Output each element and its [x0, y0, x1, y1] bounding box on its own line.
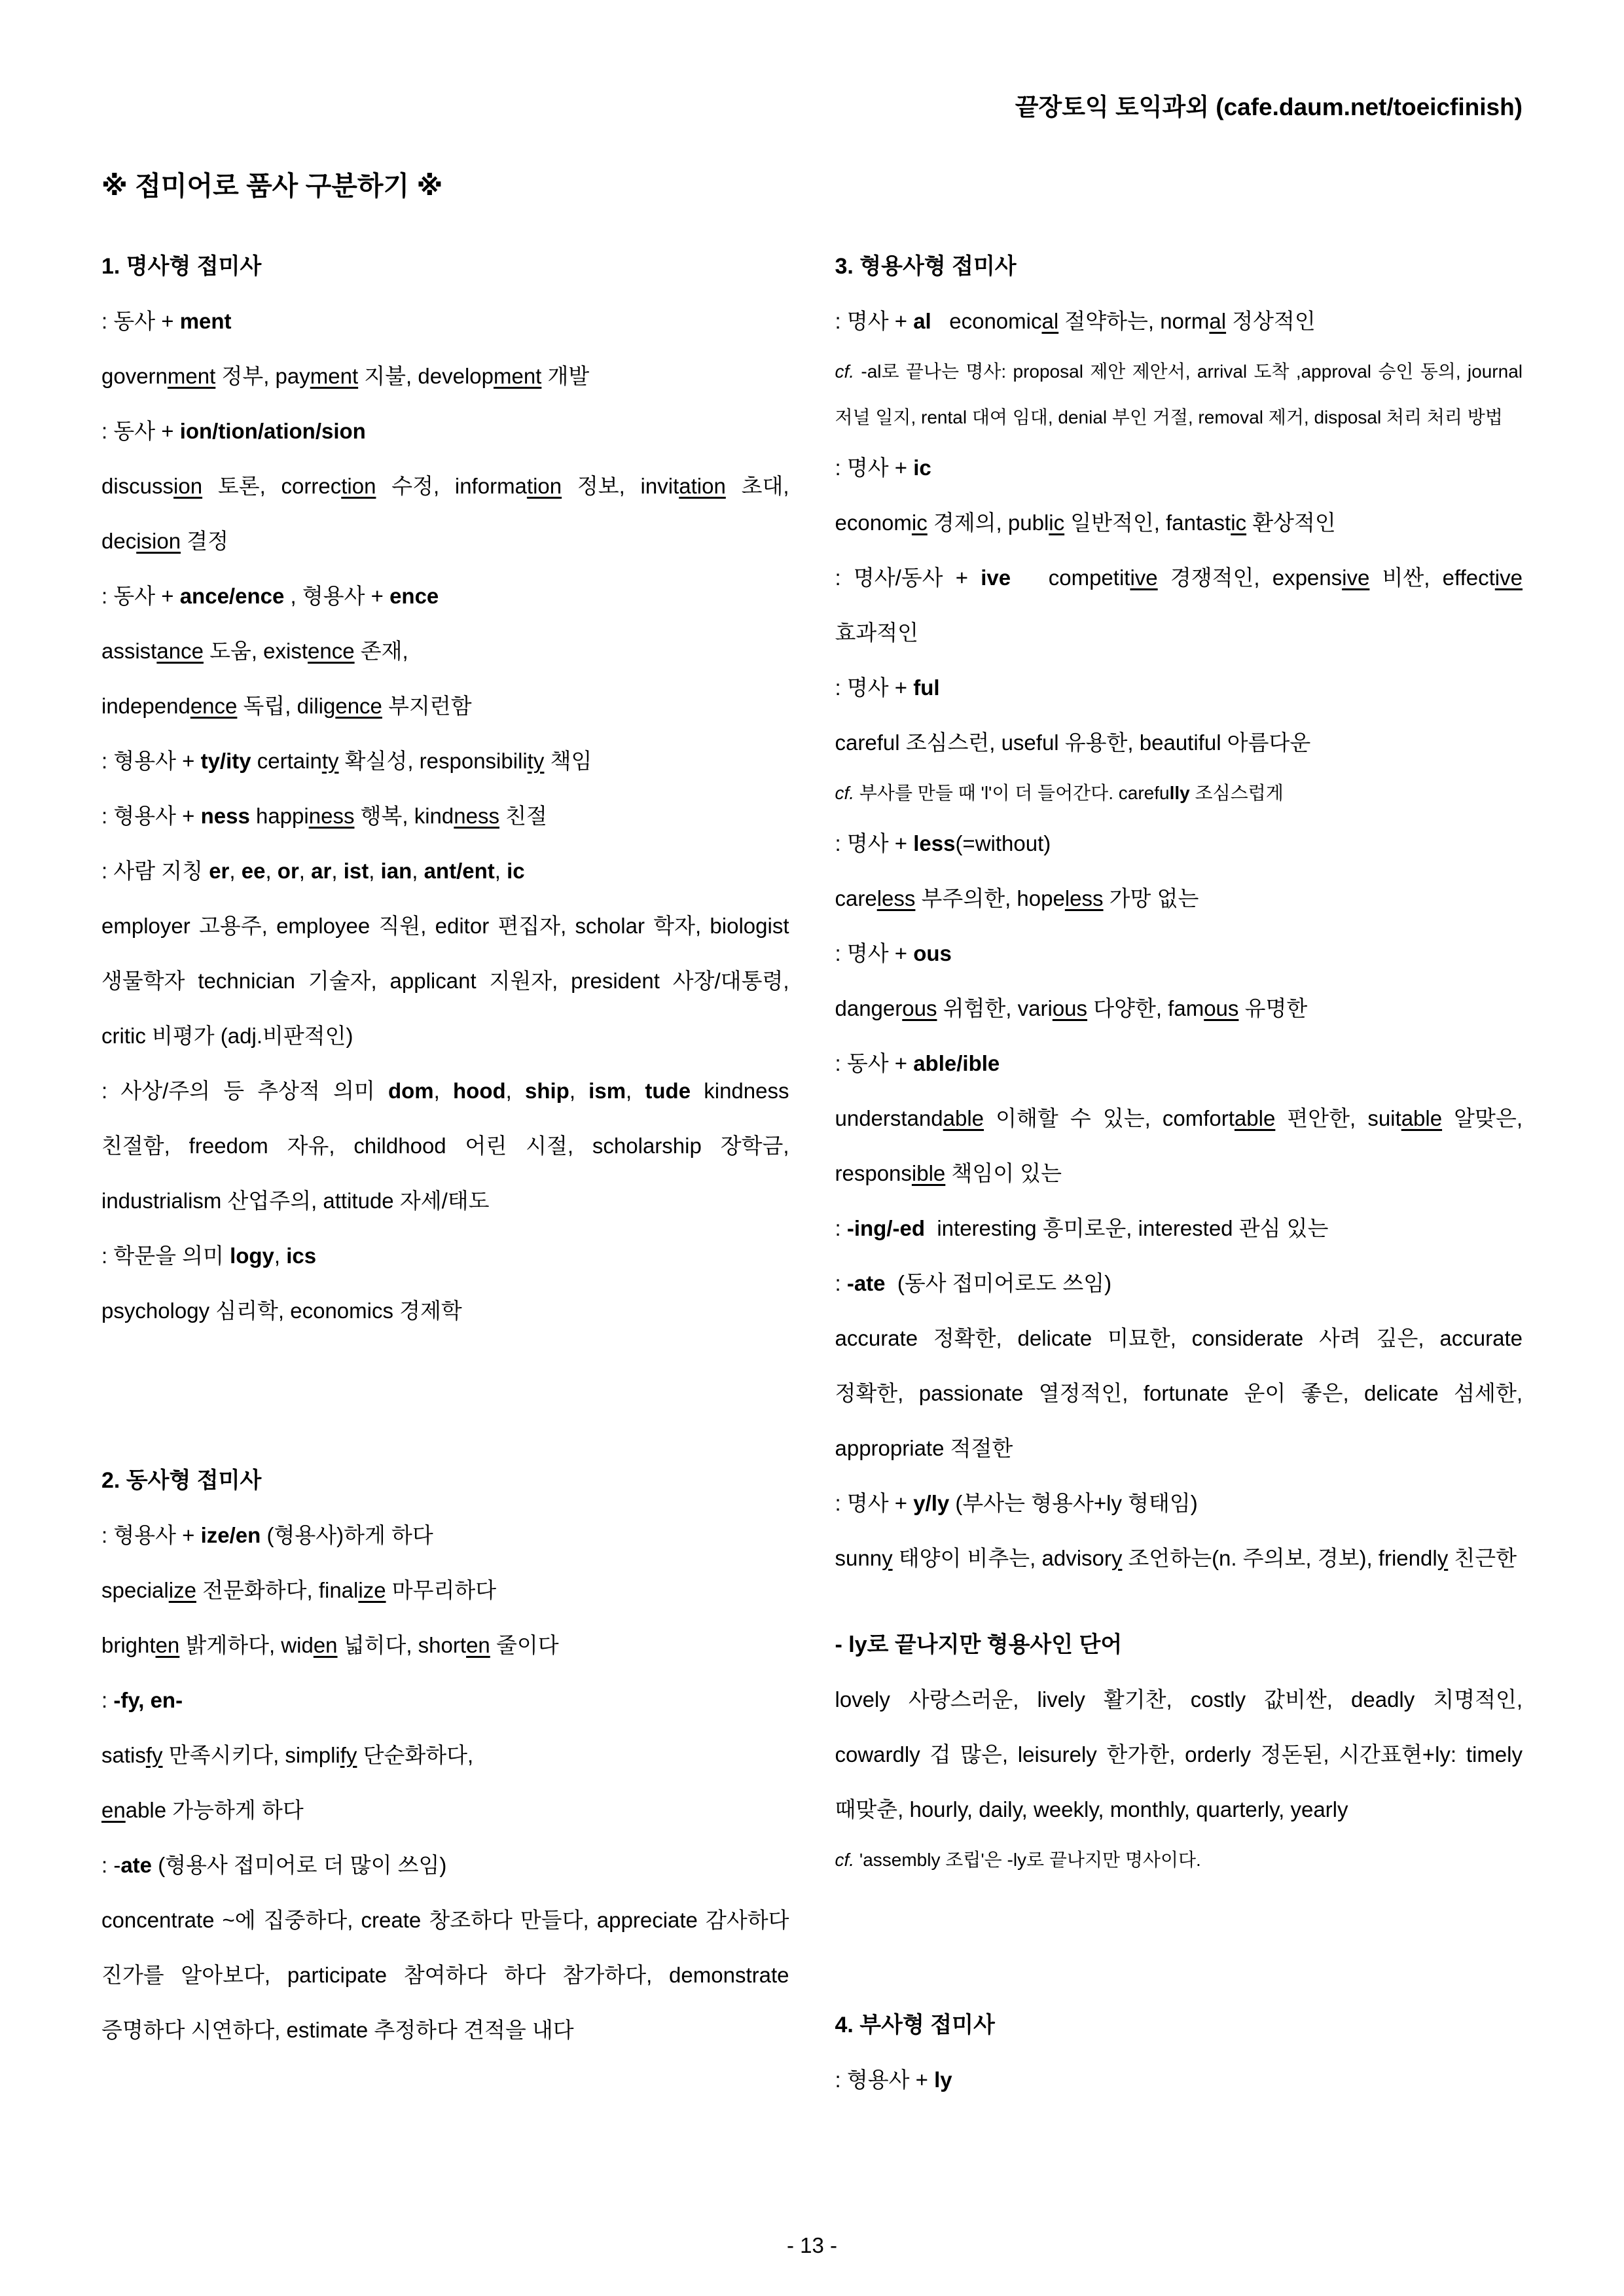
- text-line: discussion 토론, correction 수정, information 정보, invitation 초대, decision 결정: [101, 474, 789, 553]
- text-line: : 사상/주의 등 추상적 의미 dom, hood, ship, ism, tude kindness 친절함, freedom 자유, childhood 어린 시절, scholarship 장학금, industrialism 산업주의, attitude 자세/태도: [101, 1079, 789, 1213]
- section-ly-adjectives: [835, 1617, 1523, 1883]
- text-line: careless 부주의한, hopeless 가망 없는: [835, 886, 1199, 910]
- text-line: accurate 정확한, delicate 미묘한, considerate 사려 깊은, accurate 정확한, passionate 열정적인, fortunate 운이 좋은, delicate 섬세한, appropriate 적절한: [835, 1326, 1523, 1460]
- text-line: : 명사 + ful: [835, 675, 940, 700]
- text-line: : 동사 + able/ible: [835, 1051, 1000, 1075]
- section-heading: 3. 형용사형 접미사: [835, 254, 1017, 279]
- text-line: : 동사 + ance/ence , 형용사 + ence: [101, 584, 439, 608]
- text-line: : 명사 + ic: [835, 456, 931, 480]
- text-line: enable 가능하게 하다: [101, 1798, 304, 1822]
- text-line: brighten 밝게하다, widen 넓히다, shorten 줄이다: [101, 1633, 559, 1657]
- text-line: psychology 심리학, economics 경제학: [101, 1299, 462, 1323]
- text-line: economic 경제의, public 일반적인, fantastic 환상적인: [835, 511, 1336, 535]
- text-line: cf. 'assembly 조립'은 -ly로 끝나지만 명사이다.: [835, 1850, 1201, 1870]
- section-heading: 1. 명사형 접미사: [101, 254, 262, 279]
- text-line: : 형용사 + ness happiness 행복, kindness 친절: [101, 804, 547, 828]
- text-line: : 형용사 + ly: [835, 2068, 952, 2092]
- section-heading: 2. 동사형 접미사: [101, 1468, 262, 1493]
- document-header: 끝장토익 토익과외 (cafe.daum.net/toeicfinish): [1015, 94, 1523, 120]
- section-heading: 4. 부사형 접미사: [835, 2013, 995, 2037]
- text-line: careful 조심스런, useful 유용한, beautiful 아름다운: [835, 730, 1311, 755]
- page-number: - 13 -: [786, 2233, 838, 2257]
- text-line: concentrate ~에 집중하다, create 창조하다 만들다, appreciate 감사하다 진가를 알아보다, participate 참여하다 하다 참가하다, demonstrate 증명하다 시연하다, estimate 추정하다 견적을 내다: [101, 1908, 789, 2042]
- text-line: : 학문을 의미 logy, ics: [101, 1244, 317, 1268]
- text-line: : -ate (동사 접미어로도 쓰임): [835, 1271, 1112, 1295]
- text-line: dangerous 위험한, various 다양한, famous 유명한: [835, 996, 1308, 1020]
- text-line: : 형용사 + ize/en (형용사)하게 하다: [101, 1523, 433, 1547]
- text-line: cf. -al로 끝나는 명사: proposal 제안 제안서, arrival 도착 ,approval 승인 동의, journal 저널 일지, rental 대여 임대, denial 부인 거절, removal 제거, disposal 처리 처리 방법: [835, 361, 1523, 427]
- page-title: ※ 접미어로 품사 구분하기 ※: [101, 171, 443, 201]
- text-line: cf. 부사를 만들 때 'l'이 더 들어간다. carefully 조심스럽게: [835, 783, 1284, 803]
- two-column-body: [101, 239, 1523, 2108]
- text-line: government 정부, payment 지불, development 개발: [101, 364, 590, 388]
- text-line: : 명사 + al economical 절약하는, normal 정상적인: [835, 309, 1316, 333]
- text-line: : 명사 + y/ly (부사는 형용사+ly 형태임): [835, 1491, 1198, 1515]
- section-adj-suffix: [835, 239, 1523, 1586]
- section-heading: - ly로 끝나지만 형용사인 단어: [835, 1632, 1123, 1657]
- text-line: independence 독립, diligence 부지런함: [101, 694, 472, 718]
- section-adverb-suffix: [835, 1998, 1523, 2108]
- text-line: : 사람 지칭 er, ee, or, ar, ist, ian, ant/ent, ic: [101, 859, 525, 883]
- text-line: : -ate (형용사 접미어로 더 많이 쓰임): [101, 1853, 447, 1877]
- text-line: : 동사 + ment: [101, 309, 232, 333]
- section-noun-suffix: [101, 239, 789, 1338]
- left-column: [101, 239, 789, 2058]
- text-line: : -fy, en-: [101, 1688, 183, 1712]
- text-line: sunny 태양이 비추는, advisory 조언하는(n. 주의보, 경보), friendly 친근한: [835, 1546, 1517, 1570]
- text-line: : 동사 + ion/tion/ation/sion: [101, 419, 366, 443]
- text-line: : 명사 + less(=without): [835, 831, 1051, 855]
- text-line: satisfy 만족시키다, simplify 단순화하다,: [101, 1743, 474, 1767]
- text-line: lovely 사랑스러운, lively 활기찬, costly 값비싼, deadly 치명적인, cowardly 겁 많은, leisurely 한가한, orderly 정돈된, 시간표현+ly: timely 때맞춘, hourly, daily, weekly, monthly, quarterly, yearly: [835, 1687, 1523, 1821]
- text-line: specialize 전문화하다, finalize 마무리하다: [101, 1578, 497, 1602]
- right-column: [835, 239, 1523, 2108]
- text-line: assistance 도움, existence 존재,: [101, 639, 408, 663]
- text-line: : 형용사 + ty/ity certainty 확실성, responsibility 책임: [101, 749, 592, 773]
- text-line: understandable 이해할 수 있는, comfortable 편안한, suitable 알맞은, responsible 책임이 있는: [835, 1106, 1523, 1185]
- text-line: : 명사/동사 + ive competitive 경쟁적인, expensive 비싼, effective 효과적인: [835, 565, 1523, 645]
- text-line: : 명사 + ous: [835, 941, 952, 965]
- text-line: : -ing/-ed interesting 흥미로운, interested 관심 있는: [835, 1216, 1329, 1240]
- text-line: employer 고용주, employee 직원, editor 편집자, scholar 학자, biologist 생물학자 technician 기술자, applicant 지원자, president 사장/대통령, critic 비평가 (adj.비판적인): [101, 914, 789, 1048]
- section-verb-suffix: [101, 1453, 789, 2058]
